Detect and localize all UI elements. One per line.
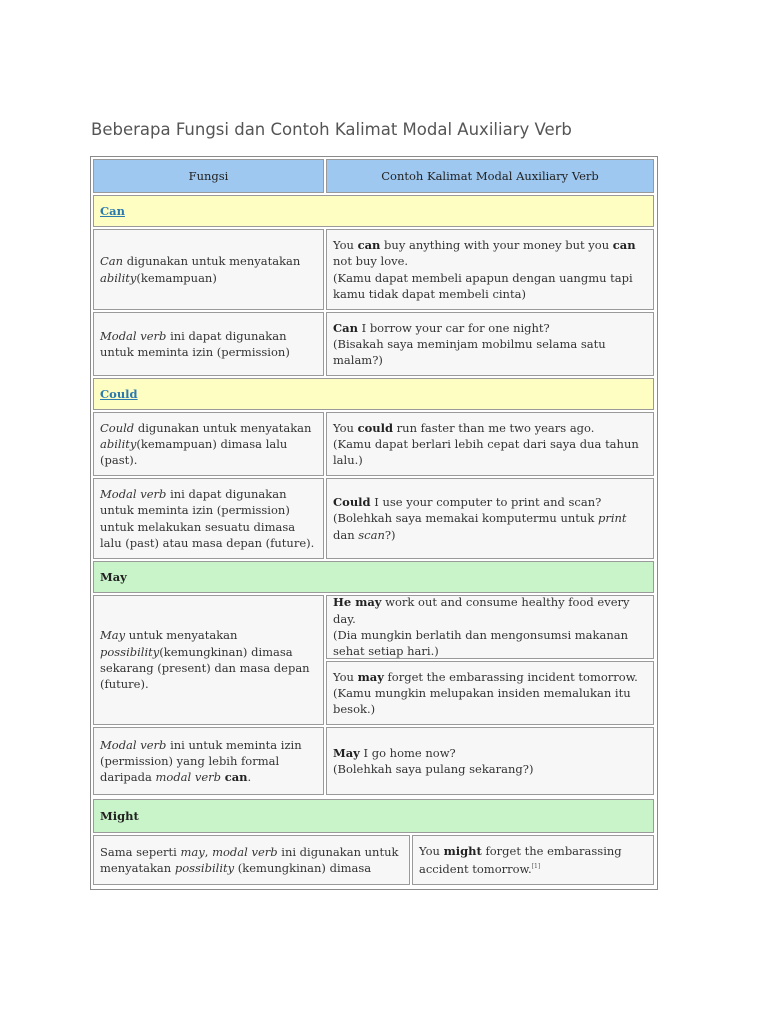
section-can-link[interactable]: Can [100,203,125,218]
footnote-ref[interactable]: [1] [531,863,541,871]
header-contoh: Contoh Kalimat Modal Auxiliary Verb [326,159,654,193]
may-contoh-1a: He may work out and consume healthy food every day. (Dia mungkin berlatih dan mengonsumsi makanan sehat setiap hari.) [326,595,654,659]
can-contoh-2: Can I borrow your car for one night? (Bisakah saya meminjam mobilmu selama satu malam?) [326,312,654,376]
may-fungsi-1: May untuk menyatakan possibility(kemungkinan) dimasa sekarang (present) dan masa depan (future). [93,595,324,725]
may-fungsi-2: Modal verb ini untuk meminta izin (permission) yang lebih formal daripada modal verb can. [93,727,324,795]
might-fungsi-1: Sama seperti may, modal verb ini digunakan untuk menyatakan possibility (kemungkinan) dimasa [93,835,410,885]
could-fungsi-2: Modal verb ini dapat digunakan untuk meminta izin (permission) untuk melakukan sesuatu dimasa lalu (past) atau masa depan (future). [93,478,324,559]
page-title: Beberapa Fungsi dan Contoh Kalimat Modal Auxiliary Verb [91,120,572,139]
modal-verb-table [90,156,658,890]
may-contoh-1b: You may forget the embarassing incident tomorrow. (Kamu mungkin melupakan insiden memalukan itu besok.) [326,661,654,725]
may-contoh-2: May I go home now? (Bolehkah saya pulang sekarang?) [326,727,654,795]
section-could [93,378,654,410]
header-fungsi: Fungsi [93,159,324,193]
could-contoh-1: You could run faster than me two years ago. (Kamu dapat berlari lebih cepat dari saya dua tahun lalu.) [326,412,654,476]
section-can [93,195,654,227]
section-might: Might [93,799,654,833]
could-fungsi-1: Could digunakan untuk menyatakan ability(kemampuan) dimasa lalu (past). [93,412,324,476]
can-contoh-1: You can buy anything with your money but you can not buy love. (Kamu dapat membeli apapun dengan uangmu tapi kamu tidak dapat membeli cinta) [326,229,654,310]
section-could-link[interactable]: Could [100,386,138,401]
could-contoh-2: Could I use your computer to print and scan? (Bolehkah saya memakai komputermu untuk print dan scan?) [326,478,654,559]
can-fungsi-2: Modal verb ini dapat digunakan untuk meminta izin (permission) [93,312,324,376]
can-fungsi-1: Can digunakan untuk menyatakan ability(kemampuan) [93,229,324,310]
might-contoh-1: You might forget the embarassing accident tomorrow.[1] [412,835,654,885]
section-may: May [93,561,654,593]
